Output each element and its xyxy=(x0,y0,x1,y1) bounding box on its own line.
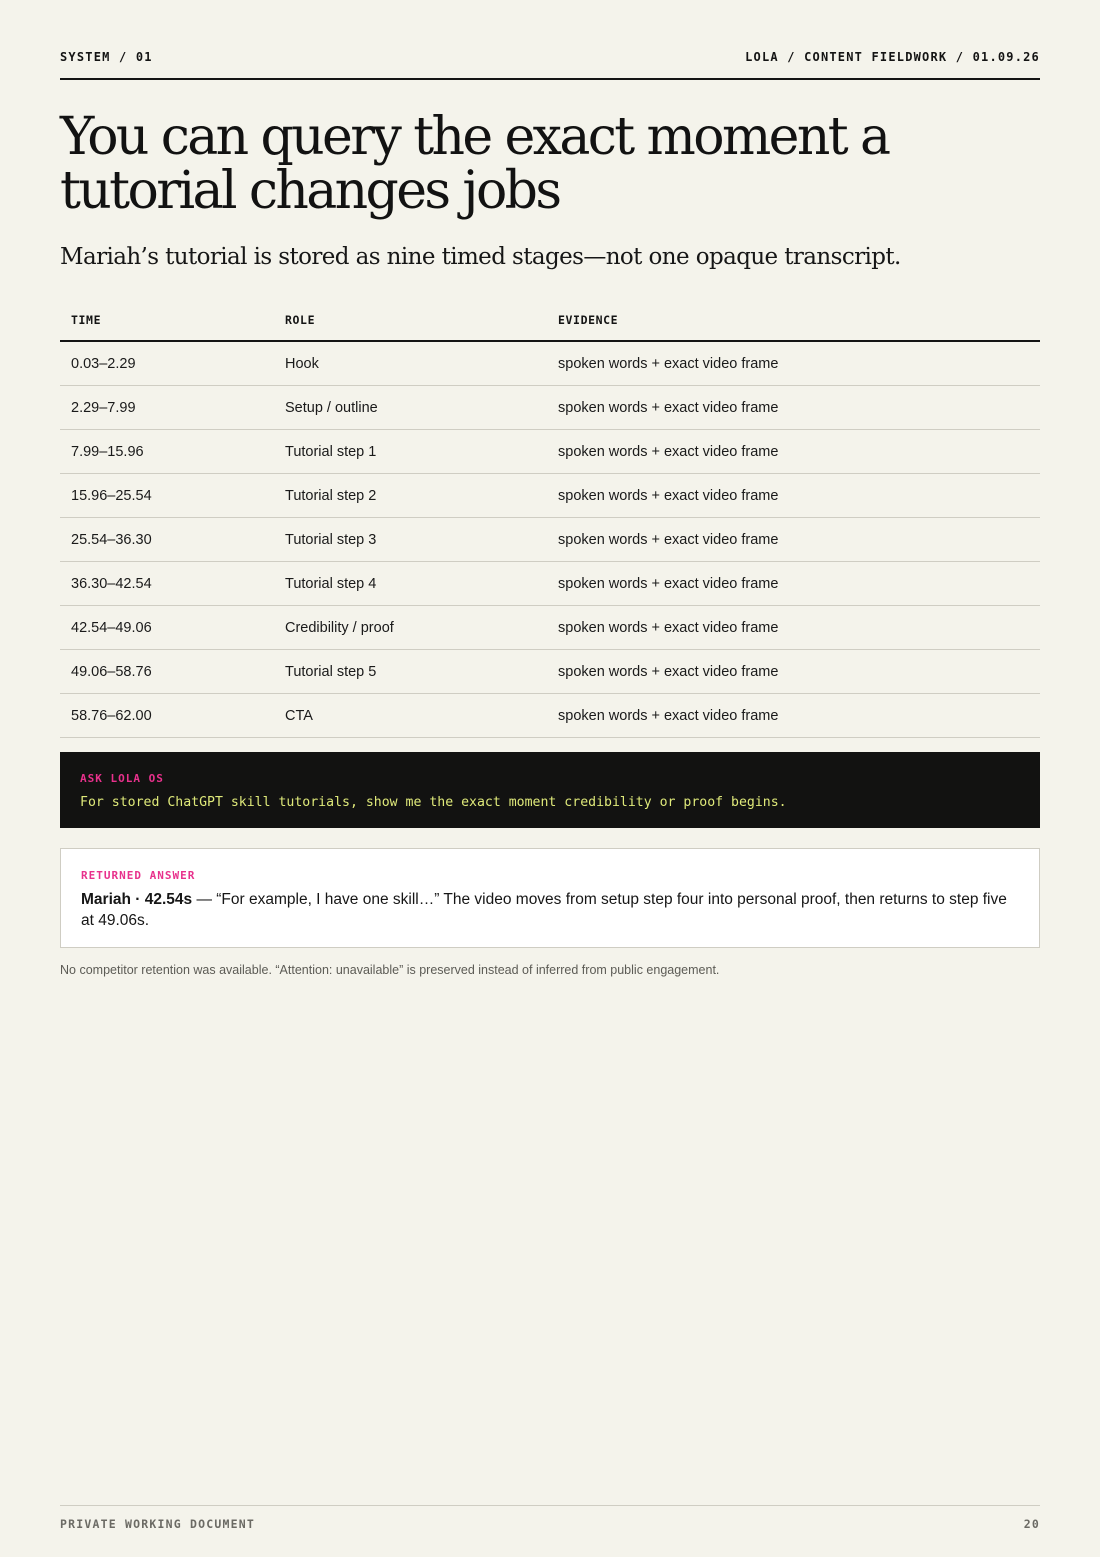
cell-time: 7.99–15.96 xyxy=(60,430,274,474)
answer-text xyxy=(81,889,1021,931)
cell-role: Hook xyxy=(274,341,547,386)
answer-lead: Mariah · 42.54s xyxy=(81,891,193,908)
cell-role: CTA xyxy=(274,694,547,738)
cell-time: 25.54–36.30 xyxy=(60,518,274,562)
table-row xyxy=(60,430,1040,474)
cell-evidence: spoken words + exact video frame xyxy=(547,341,1040,386)
cell-role: Tutorial step 4 xyxy=(274,562,547,606)
column-header-time: TIME xyxy=(60,300,274,341)
cell-role: Tutorial step 5 xyxy=(274,650,547,694)
cell-role: Setup / outline xyxy=(274,386,547,430)
cell-time: 0.03–2.29 xyxy=(60,341,274,386)
cell-time: 58.76–62.00 xyxy=(60,694,274,738)
cell-time: 42.54–49.06 xyxy=(60,606,274,650)
cell-evidence: spoken words + exact video frame xyxy=(547,650,1040,694)
page-footer xyxy=(60,1505,1040,1546)
cell-time: 2.29–7.99 xyxy=(60,386,274,430)
section-label: SYSTEM / 01 xyxy=(60,50,153,64)
cell-evidence: spoken words + exact video frame xyxy=(547,606,1040,650)
cell-evidence: spoken words + exact video frame xyxy=(547,562,1040,606)
table-row xyxy=(60,650,1040,694)
column-header-role: ROLE xyxy=(274,300,547,341)
page-number: 20 xyxy=(1023,1517,1040,1531)
cell-evidence: spoken words + exact video frame xyxy=(547,430,1040,474)
footer-label: PRIVATE WORKING DOCUMENT xyxy=(60,1517,255,1531)
cell-role: Credibility / proof xyxy=(274,606,547,650)
page-subtitle: Mariah’s tutorial is stored as nine timed stages—not one opaque transcript. xyxy=(60,244,901,270)
query-panel xyxy=(60,752,1040,828)
cell-time: 36.30–42.54 xyxy=(60,562,274,606)
cell-time: 15.96–25.54 xyxy=(60,474,274,518)
answer-body: — “For example, I have one skill…” The video moves from setup step four into personal proof, then returns to step five at 49.06s. xyxy=(81,891,1007,929)
stages-table xyxy=(60,300,1040,738)
table-row xyxy=(60,386,1040,430)
cell-evidence: spoken words + exact video frame xyxy=(547,474,1040,518)
cell-evidence: spoken words + exact video frame xyxy=(547,518,1040,562)
table-row xyxy=(60,341,1040,386)
column-header-evidence: EVIDENCE xyxy=(547,300,1040,341)
cell-time: 49.06–58.76 xyxy=(60,650,274,694)
table-header-row xyxy=(60,300,1040,341)
query-label: ASK LOLA OS xyxy=(80,772,164,785)
document-page xyxy=(60,0,1040,1557)
query-text: For stored ChatGPT skill tutorials, show me the exact moment credibility or proof begins. xyxy=(80,795,787,810)
cell-role: Tutorial step 1 xyxy=(274,430,547,474)
cell-evidence: spoken words + exact video frame xyxy=(547,694,1040,738)
document-meta: LOLA / CONTENT FIELDWORK / 01.09.26 xyxy=(745,50,1040,64)
answer-panel xyxy=(60,848,1040,948)
table-row xyxy=(60,518,1040,562)
page-title: You can query the exact moment a tutorial changes jobs xyxy=(60,107,889,221)
header-bar xyxy=(60,48,1040,80)
table-row xyxy=(60,562,1040,606)
cell-role: Tutorial step 2 xyxy=(274,474,547,518)
cell-role: Tutorial step 3 xyxy=(274,518,547,562)
footnote: No competitor retention was available. “Attention: unavailable” is preserved instead of inferred from public engagement. xyxy=(60,963,720,977)
table-row xyxy=(60,474,1040,518)
table-row xyxy=(60,606,1040,650)
table-row xyxy=(60,694,1040,738)
answer-label: RETURNED ANSWER xyxy=(81,869,196,882)
cell-evidence: spoken words + exact video frame xyxy=(547,386,1040,430)
